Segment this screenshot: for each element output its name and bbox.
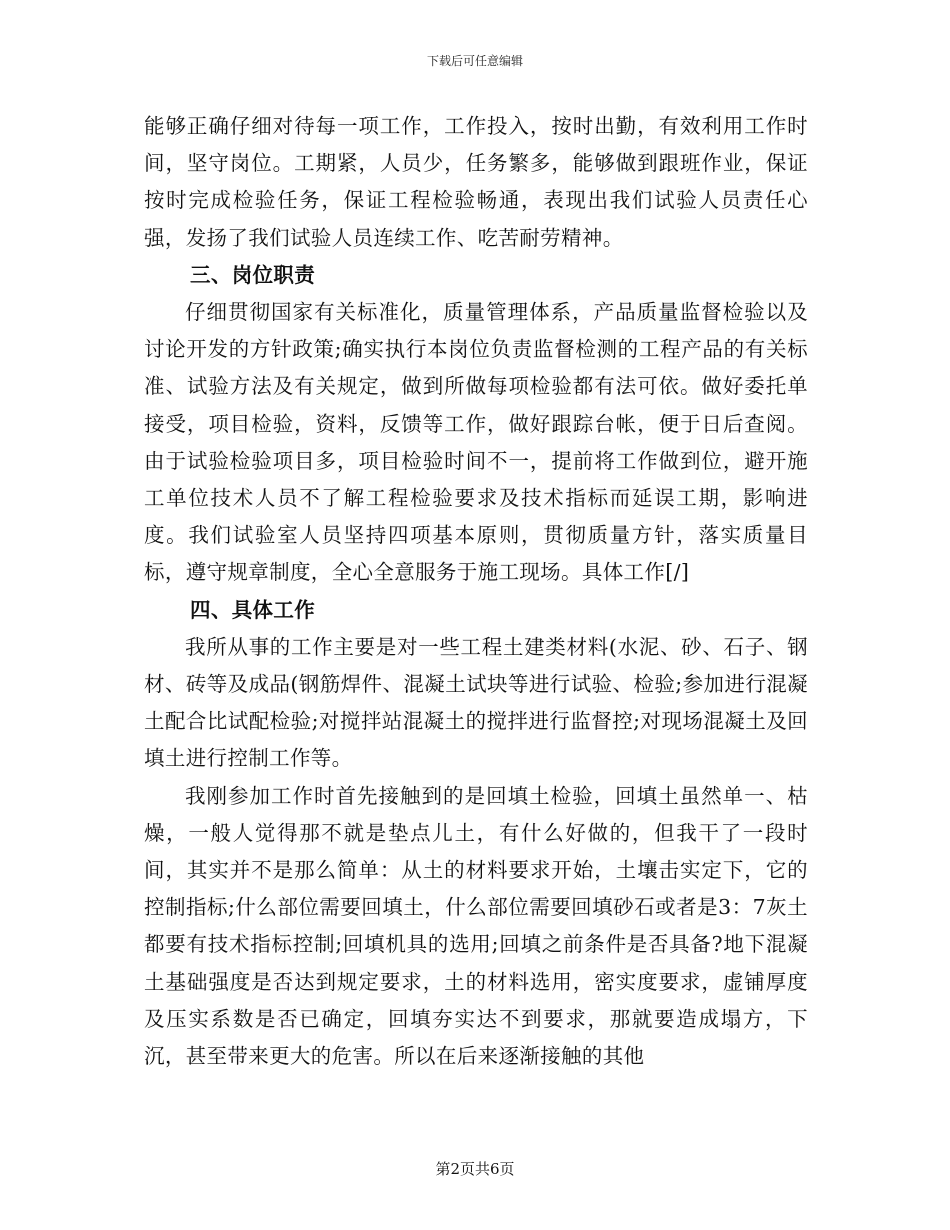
section-heading: 三、岗位职责: [190, 262, 316, 287]
section-heading: 四、具体工作: [190, 597, 316, 622]
body-paragraph: 仔细贯彻国家有关标准化，质量管理体系，产品质量监督检验以及讨论开发的方针政策;确实执行本岗位负责监督检测的工程产品的有关标准、试验方法及有关规定，做到所做每项检验都有法可依。做好委托单接受，项目检验，资料，反馈等工作，做好跟踪台帐，便于日后查阅。由于试验检验项目多，项目检验时间不一，提前将工作做到位，避开施工单位技术人员不了解工程检验要求及技术指标而延误工期，影响进度。我们试验室人员坚持四项基本原则，贯彻质量方针，落实质量目标，遵守规章制度，全心全意服务于施工现场。具体工作[/]: [144, 300, 808, 585]
body-paragraph: 我所从事的工作主要是对一些工程土建类材料(水泥、砂、石子、钢材、砖等及成品(钢筋焊件、混凝土试块等进行试验、检验;参加进行混凝土配合比试配检验;对搅拌站混凝土的搅拌进行监督控;对现场混凝土及回填土进行控制工作等。: [144, 634, 808, 771]
page-header-note: 下载后可任意编辑: [426, 54, 523, 68]
document-body: [144, 108, 808, 1075]
body-paragraph: 能够正确仔细对待每一项工作，工作投入，按时出勤，有效利用工作时间，坚守岗位。工期紧，人员少，任务繁多，能够做到跟班作业，保证按时完成检验任务，保证工程检验畅通，表现出我们试验人员责任心强，发扬了我们试验人员连续工作、吃苦耐劳精神。: [144, 114, 808, 250]
body-paragraph: 我刚参加工作时首先接触到的是回填土检验，回填土虽然单一、枯燥，一般人觉得那不就是垫点儿土，有什么好做的，但我干了一段时间，其实并不是那么简单：从土的材料要求开始，土壤击实定下，它的控制指标;什么部位需要回填土，什么部位需要回填砂石或者是3：7灰土都要有技术指标控制;回填机具的选用;回填之前条件是否具备?地下混凝土基础强度是否达到规定要求，土的材料选用，密实度要求，虚铺厚度及压实系数是否已确定，回填夯实达不到要求，那就要造成塌方，下沉，甚至带来更大的危害。所以在后来逐渐接触的其他: [144, 783, 808, 1069]
page-number-footer: 第2页共6页: [435, 1160, 515, 1178]
